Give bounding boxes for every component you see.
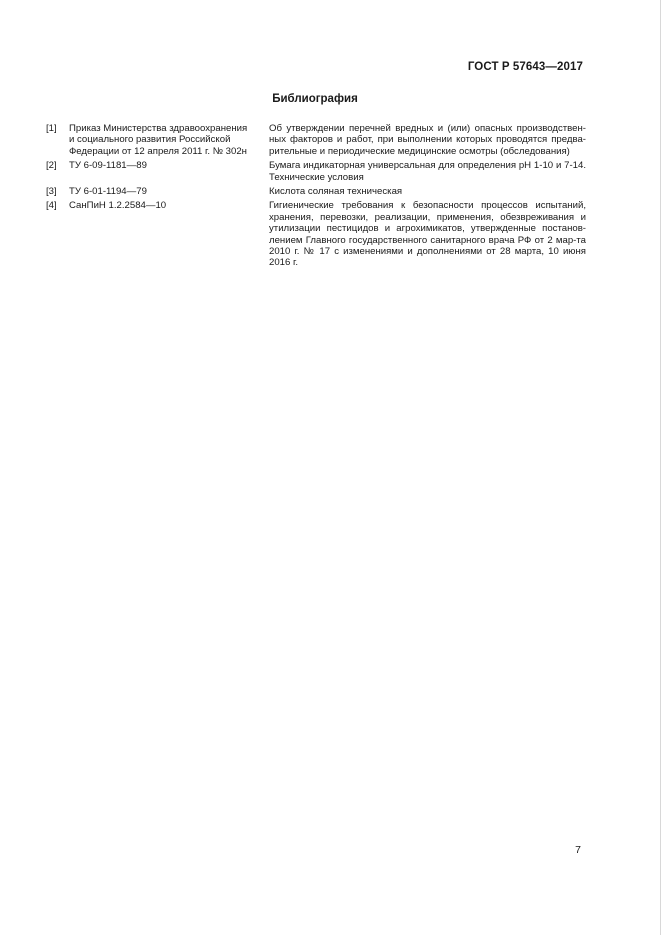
entry-source: Приказ Министерства здравоохранения и социального развития Российской Федерации от 12 апреля 2011 г. № 302н (69, 123, 248, 157)
bibliography-entry (46, 123, 586, 157)
page-number: 7 (575, 844, 581, 856)
entry-source: СанПиН 1.2.2584—10 (69, 200, 167, 212)
bibliography-entry (46, 160, 586, 183)
section-title: Библиография (272, 93, 358, 105)
entry-title: Об утверждении перечней вредных и (или) опасных производствен-ных факторов и работ, при выполнении которых проводятся предва-рительные и периодические медицинские осмотры (обследования) (269, 123, 586, 157)
bibliography-entry (46, 200, 586, 268)
entry-number: [1] (46, 123, 57, 134)
entry-title: Кислота соляная техническая (269, 186, 403, 198)
document-code: ГОСТ Р 57643—2017 (467, 61, 583, 73)
entry-title: Бумага индикаторная универсальная для определения pH 1-10 и 7-14. Технические условия (269, 160, 586, 183)
entry-title: Гигиенические требования к безопасности процессов испытаний, хранения, перевозки, реализации, применения, обезвреживания и утилизации пестицидов и агрохимикатов, утвержденные постанов-лением Главного государственного санитарного врача РФ от 2 мар-та 2010 г. № 17 с изменениями и дополнениями от 28 марта, 10 июня 2016 г. (269, 200, 586, 269)
entry-source: ТУ 6-09-1181—89 (69, 160, 147, 172)
entry-number: [2] (46, 160, 57, 172)
bibliography-list (46, 123, 586, 272)
entry-number: [4] (46, 200, 57, 212)
entry-number: [3] (46, 186, 57, 198)
entry-source: ТУ 6-01-1194—79 (69, 186, 147, 198)
bibliography-entry (46, 186, 586, 197)
